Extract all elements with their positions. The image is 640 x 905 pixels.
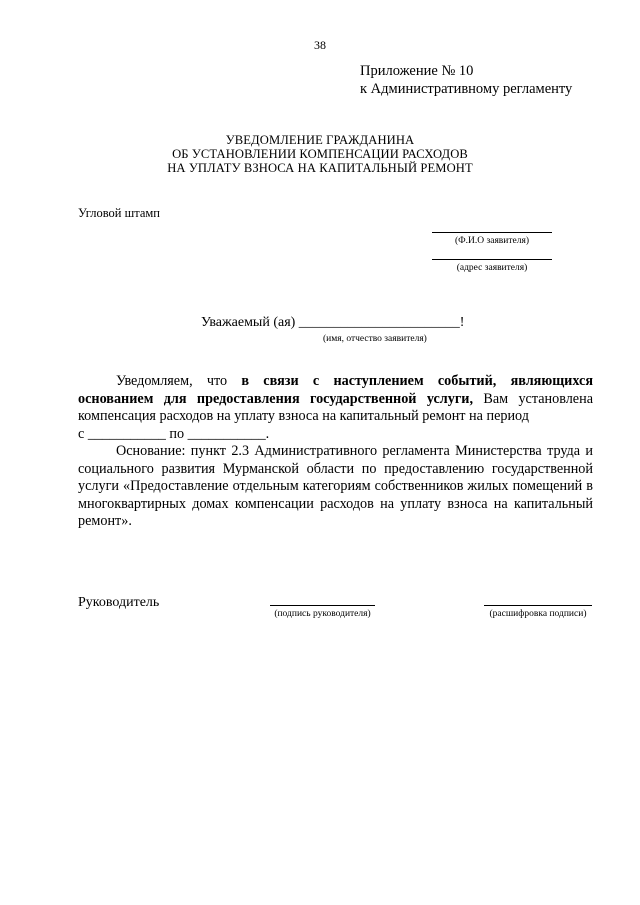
- applicant-fio-line: [432, 232, 552, 233]
- title-line-2: ОБ УСТАНОВЛЕНИИ КОМПЕНСАЦИИ РАСХОДОВ: [172, 147, 468, 161]
- signature-decode-caption: (расшифровка подписи): [489, 609, 587, 619]
- notice-paragraph-1: [78, 373, 593, 426]
- p1-end: Вам установлена компенсация расходов на уплату взноса на капитальный ремонт на период: [78, 390, 593, 424]
- corner-stamp-label: Угловой штамп: [78, 206, 161, 220]
- applicant-address-caption: (адрес заявителя): [456, 263, 528, 273]
- notice-body: [78, 373, 593, 531]
- page-number: 38: [314, 38, 326, 52]
- notice-paragraph-basis: Основание: пункт 2.3 Административного регламента Министерства труда и социального развития Мурманской области по предоставлению государственной услуги «Предоставление отдельным категориям собственников жилых помещений в многоквартирных домах компенсации расходов на уплату взноса на капитальный ремонт».: [78, 443, 593, 529]
- title-line-3: НА УПЛАТУ ВЗНОСА НА КАПИТАЛЬНЫЙ РЕМОНТ: [167, 161, 473, 175]
- applicant-address-line: [432, 259, 552, 260]
- appendix-reference: [360, 62, 572, 98]
- p1-bold: в связи с наступлением событий, являющихся основанием для предоставления государственной услуги,: [78, 373, 594, 407]
- applicant-fio-caption: (Ф.И.О заявителя): [454, 236, 530, 246]
- greeting-line: Уважаемый (ая) _______________________!: [201, 315, 465, 330]
- p1-start: Уведомляем, что: [116, 373, 242, 389]
- head-signature-line: [270, 605, 375, 606]
- signature-decode-line: [484, 605, 592, 606]
- head-label: Руководитель: [78, 595, 160, 610]
- head-signature-caption: (подпись руководителя): [274, 609, 371, 619]
- appendix-line-1: Приложение № 10: [360, 63, 474, 79]
- notice-period-dates: с ___________ по ___________.: [78, 425, 270, 442]
- appendix-line-2: к Административному регламенту: [360, 81, 573, 97]
- greeting-name-caption: (имя, отчество заявителя): [323, 334, 427, 344]
- title-line-1: УВЕДОМЛЕНИЕ ГРАЖДАНИНА: [225, 133, 415, 147]
- document-title: [0, 133, 640, 175]
